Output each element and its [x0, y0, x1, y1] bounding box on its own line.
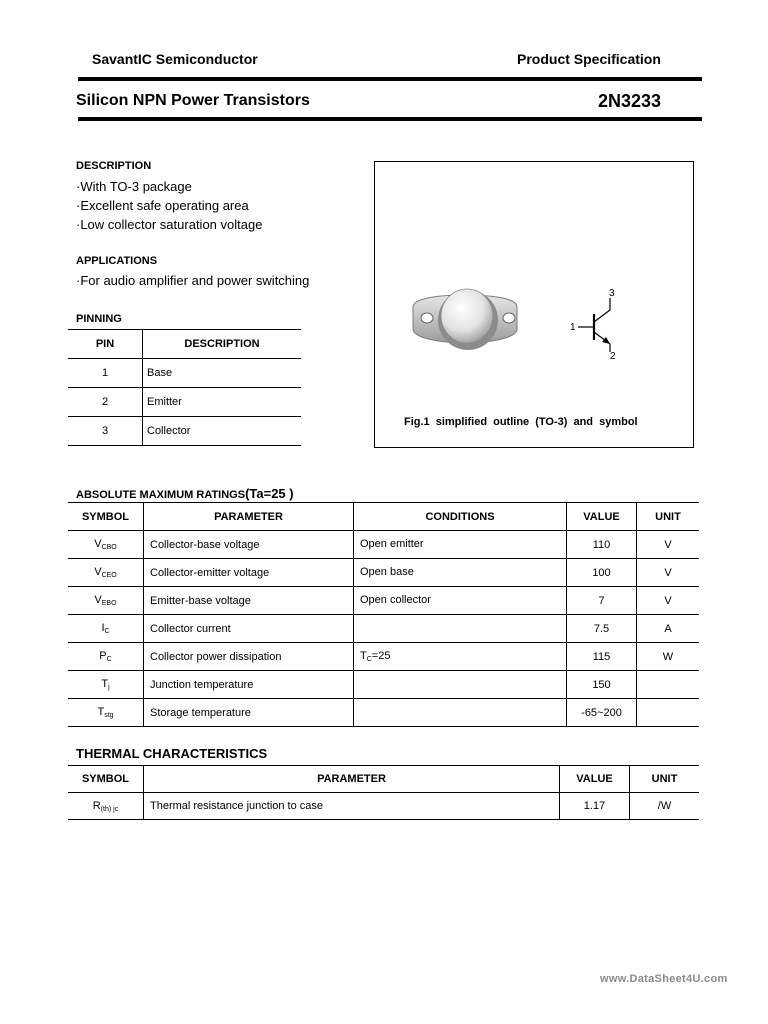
ratings-table: [68, 502, 699, 727]
symbol-cell: [68, 531, 144, 559]
conditions-cell: [354, 559, 567, 587]
pinning-heading: PINNING: [76, 313, 122, 325]
ratings-condition: (Ta=25 ): [245, 486, 294, 501]
column-header-pin: PIN: [68, 330, 143, 359]
column-header-unit: UNIT: [630, 766, 700, 793]
unit-cell: W: [637, 643, 700, 671]
conditions-cell: [354, 643, 567, 671]
parameter-cell: Collector-emitter voltage: [144, 559, 354, 587]
unit-cell: [637, 671, 700, 699]
parameter-cell: Collector current: [144, 615, 354, 643]
symbol-letter: R: [92, 799, 101, 812]
symbol-subscript: C: [104, 628, 110, 635]
table-row: [68, 359, 301, 388]
description-heading: DESCRIPTION: [76, 160, 152, 172]
table-row: [68, 643, 699, 671]
parameter-cell: Junction temperature: [144, 671, 354, 699]
symbol-subscript: EBO: [101, 600, 117, 607]
value-cell: -65~200: [567, 699, 637, 727]
symbol-letter: V: [94, 594, 102, 606]
condition-text: Open collector: [360, 594, 431, 606]
parameter-cell: Collector power dissipation: [144, 643, 354, 671]
symbol-cell: [68, 643, 144, 671]
table-row: [68, 531, 699, 559]
symbol-letter: V: [94, 566, 102, 578]
symbol-cell: [68, 559, 144, 587]
column-header-unit: UNIT: [637, 503, 700, 531]
parameter-cell: Storage temperature: [144, 699, 354, 727]
value-cell: 1.17: [560, 793, 630, 820]
watermark: www.DataSheet4U.com: [600, 973, 728, 985]
header-rule-top: [78, 77, 702, 81]
unit-cell: V: [637, 587, 700, 615]
symbol-cell: [68, 699, 144, 727]
description-item: ·Low collector saturation voltage: [76, 217, 263, 232]
symbol-pin-label-emitter: 2: [610, 351, 616, 362]
symbol-pin-label-base: 1: [570, 322, 576, 333]
description-item: ·With TO-3 package: [76, 179, 192, 194]
document-type: Product Specification: [517, 51, 661, 67]
condition-subscript: C: [366, 656, 372, 663]
table-row: [68, 388, 301, 417]
conditions-cell: [354, 671, 567, 699]
symbol-subscript: (th) jc: [100, 805, 119, 813]
value-cell: 150: [567, 671, 637, 699]
pin-number: 3: [68, 417, 143, 446]
table-header-row: [68, 503, 699, 531]
symbol-subscript: j: [108, 684, 110, 691]
applications-heading: APPLICATIONS: [76, 255, 158, 267]
column-header-parameter: PARAMETER: [144, 766, 560, 793]
value-cell: 115: [567, 643, 637, 671]
symbol-subscript: stg: [104, 712, 114, 719]
pin-description: Base: [143, 359, 302, 388]
unit-cell: V: [637, 559, 700, 587]
condition-tail: =25: [371, 650, 391, 662]
pin-description: Collector: [143, 417, 302, 446]
symbol-subscript: C: [106, 656, 112, 663]
column-header-value: VALUE: [560, 766, 630, 793]
parameter-cell: Emitter-base voltage: [144, 587, 354, 615]
ratings-heading-text: ABSOLUTE MAXIMUM RATINGS: [76, 489, 246, 501]
conditions-cell: [354, 699, 567, 727]
description-item: ·Excellent safe operating area: [76, 198, 249, 213]
column-header-description: DESCRIPTION: [143, 330, 302, 359]
table-row: [68, 793, 699, 820]
table-row: [68, 671, 699, 699]
table-header-row: [68, 330, 301, 359]
unit-cell: V: [637, 531, 700, 559]
value-cell: 7: [567, 587, 637, 615]
conditions-cell: [354, 587, 567, 615]
part-number: 2N3233: [598, 91, 662, 111]
unit-cell: /W: [630, 793, 700, 820]
value-cell: 100: [567, 559, 637, 587]
column-header-parameter: PARAMETER: [144, 503, 354, 531]
table-row: [68, 587, 699, 615]
thermal-table: [68, 765, 699, 820]
conditions-cell: [354, 531, 567, 559]
column-header-conditions: CONDITIONS: [354, 503, 567, 531]
symbol-cell: [68, 793, 144, 820]
condition-text: Open emitter: [360, 538, 424, 550]
condition-text: Open base: [360, 566, 414, 578]
pin-description: Emitter: [143, 388, 302, 417]
parameter-cell: Thermal resistance junction to case: [144, 793, 560, 820]
symbol-cell: [68, 587, 144, 615]
figure-caption: Fig.1 simplified outline (TO-3) and symbol: [404, 416, 638, 428]
symbol-cell: [68, 615, 144, 643]
column-header-value: VALUE: [567, 503, 637, 531]
value-cell: 110: [567, 531, 637, 559]
table-row: [68, 615, 699, 643]
table-header-row: [68, 766, 699, 793]
symbol-pin-label-collector: 3: [609, 288, 615, 299]
ratings-heading: [76, 486, 294, 501]
symbol-letter: P: [99, 650, 107, 662]
product-title: Silicon NPN Power Transistors: [76, 92, 310, 109]
symbol-letter: V: [94, 538, 102, 550]
symbol-letter: I: [101, 622, 105, 634]
parameter-cell: Collector-base voltage: [144, 531, 354, 559]
symbol-subscript: CBO: [101, 544, 117, 551]
table-row: [68, 699, 699, 727]
condition-text: T: [360, 650, 367, 662]
symbol-letter: T: [97, 706, 105, 718]
pin-number: 2: [68, 388, 143, 417]
to3-package-outline: [405, 283, 527, 355]
thermal-heading: THERMAL CHARACTERISTICS: [76, 746, 268, 761]
column-header-symbol: SYMBOL: [68, 766, 144, 793]
unit-cell: [637, 699, 700, 727]
header-rule-bottom: [78, 117, 702, 121]
pin-number: 1: [68, 359, 143, 388]
value-cell: 7.5: [567, 615, 637, 643]
symbol-cell: [68, 671, 144, 699]
unit-cell: A: [637, 615, 700, 643]
column-header-symbol: SYMBOL: [68, 503, 144, 531]
table-row: [68, 559, 699, 587]
applications-item: ·For audio amplifier and power switching: [76, 273, 310, 288]
table-row: [68, 417, 301, 446]
symbol-letter: T: [101, 678, 109, 690]
pinning-table: [68, 329, 301, 446]
symbol-subscript: CEO: [101, 572, 117, 579]
conditions-cell: [354, 615, 567, 643]
company-name: SavantIC Semiconductor: [92, 51, 258, 67]
